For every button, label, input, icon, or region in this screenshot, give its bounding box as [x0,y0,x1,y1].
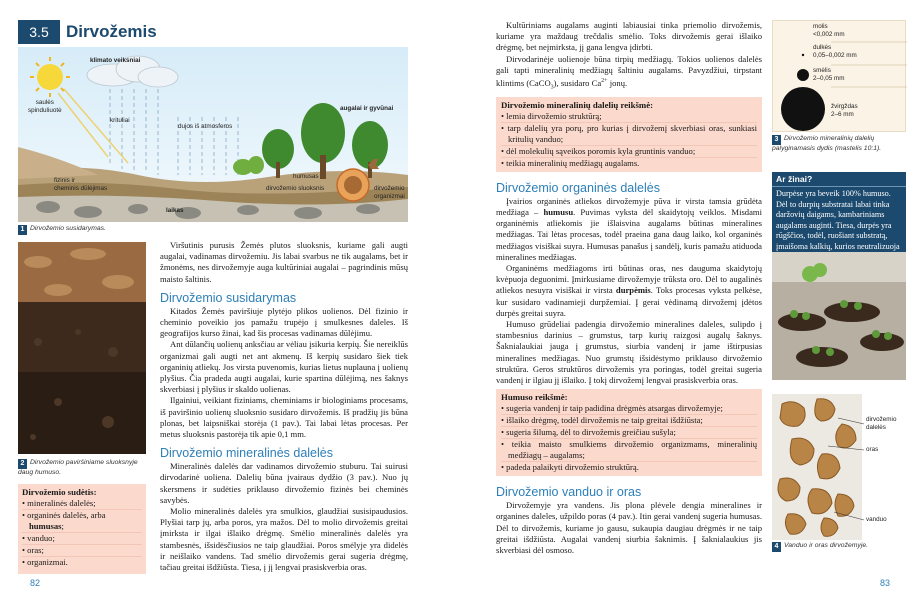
list-item: • teikia mineralinių medžiagų augalams. [501,157,757,169]
sand-particle [797,69,809,81]
particle-row: molis <0,002 mm [813,23,845,38]
diagram-label-plants: augalai ir gyvūnai [340,105,394,112]
figure-4-caption: 4 Vanduo ir oras dirvožemyje. [772,542,906,552]
list-item: • mineralinės dalelės; [22,498,142,509]
label-air: oras [866,446,879,453]
section-header [18,20,408,44]
diagram-label-weathering: fizinis ir cheminis dūlėjimas [54,177,108,192]
gravel-particle [781,87,825,131]
list-item: • vanduo; [22,532,142,544]
label-water: vanduo [866,516,887,523]
paragraph: Molio mineralinės dalelės yra smulkios, glaudžiai susisipaudusios. Plyšiai tarp jų, arba poros, yra mažos. Dėl to molio dirvožemis greitai įmirksta ir ilgai išlaiko drėgmę. Smėlio mineralinės dalelės yra stambesnės, išsidėsčiusios ne taip glaudžiai. Poros smėlyje yra didelės ir neišlaiko vandens. Tad smėlio dirvožemis gerai sugeria drėgmę, tačiau greitai išdžiūsta. Tiesa, į jį lengvai prasiskverbia oras. [160,506,408,573]
figure-2-caption: 2 Dirvožemio paviršiniame sluoksnyje daug humuso. [18,459,138,476]
label-particles: dirvožemio dalelės [866,416,897,431]
list-item: • sugeria šilumą, dėl to dirvožemis greičiau sušyla; [501,426,757,438]
seedlings-photo [772,252,906,380]
composition-title: Dirvožemio sudėtis: [22,487,97,497]
page-number-left: 82 [30,578,41,588]
list-item: • dėl molekulių sąveikos poromis kyla gruntinis vanduo; [501,145,757,157]
list-item: • sugeria vandenį ir taip padidina drėgmės atsargas dirvožemyje; [501,403,757,414]
heading-organic: Dirvožemio organinės dalelės [496,180,660,195]
list-item: • organinės dalelės, arba humusas; [22,509,142,532]
paragraph: Ilgainiui, veikiant fiziniams, cheminiams ir biologiniams procesams, iš paviršinio uolienų sluoksnio susidaro dirvožemis. Iš pradžių jis būna plonas, bet laipsniškai storėja (1 pav.). Tai labai lėtas procesas. Per metus sluoksnis pastorėja tik apie 0,1 mm. [160,395,408,440]
right-column [496,20,762,556]
sun-icon [37,64,63,90]
paragraph: Kultūriniams augalams auginti labiausiai tinka priemolio dirvožemis, kuriame yra maždaug trečdalis smėlio. Toks dirvožemis gerai išlaiko drėgmę, bet neįmirksta, jį gana lengva įdirbti. [496,20,762,53]
section-title: Dirvožemis [66,22,157,41]
heading-formation: Dirvožemio susidarymas [160,290,297,305]
soil-surface-photo [18,242,146,454]
page-number-right: 83 [880,578,891,588]
paragraph: Ant dūlančių uolienų anksčiau ar vėliau įsikuria kerpių. Šie nereiklūs organizmai gali augti net ant akmenų. Iš kerpių susidaro šiek tiek organinių atliekų. Jos virsta puvenomis, kurias lietus nuplauna į uolienų plyšius. Čia pradeda augti augalai, kurie spartina dūlėjimą, nes šaknys skverbiasi į plyšius ir skaldo uolienas. [160,339,408,395]
silt-particle [802,54,804,56]
figure-1-caption: 1 Dirvožemio susidarymas. [18,225,408,235]
list-item: • lemia dirvožemio struktūrą; [501,111,757,122]
diagram-label-sun: saulės spinduliuotė [28,99,62,114]
left-column [160,240,408,573]
diagram-label-rain: krituliai [110,117,130,124]
paragraph: Mineralinės dalelės dar vadinamos dirvožemio stuburu. Tai suirusi dirvodarinė uoliena. Dalelių būna įvairaus dydžio (3 pav.). Nuo jų skersmens ir sudėties priklauso dirvožemio fizinės bei cheminės savybės. [160,461,408,505]
diagram-label-humus: humusas [293,173,319,180]
paragraph: Įvairios organinės atliekos dirvožemyje pūva ir virsta tamsia grūdėta medžiaga – humusu. Puvimas vyksta dėl skaidytojų veiklos. Misdami organinėmis atliekomis jie išlaisvina augalams būtinas mineralines medžiagas. Tai lėtas procesas, todėl praeina gana daug laiko, kol organinės medžiagos visiškai suyra. Humusas panašus į sandėlį, kuris pamažu atiduoda mineralines medžiagas. [496,195,762,262]
list-item: • padeda palaikyti dirvožemio struktūrą. [501,461,757,473]
intro-paragraph: Viršutinis purusis Žemės plutos sluoksnis, kuriame gali augti augalai, vadinamas dirvožemiu. Jis labai svarbus ne tik augalams, bet ir žmonėms, nes dirvožemyje auga kultūriniai augalai – pagrindinis mūsų maisto šaltinis. [160,240,408,284]
particle-size-figure [772,20,906,132]
heading-mineral: Dirvožemio mineralinės dalelės [160,446,333,461]
soil-formation-diagram [18,47,408,222]
figure-number: 1 [18,225,27,235]
particle-row: dulkės 0,05–0,002 mm [813,44,857,59]
diagram-label-organisms: dirvožemio organizmai [374,185,405,200]
list-item: • teikia maisto smulkiems dirvožemio organizmams, mineralinių medžiagų – augalams; [501,438,757,461]
paragraph: Organinėms medžiagoms irti būtinas oras, nes dauguma skaidytojų kvėpuoja deguonimi. Įmirkusiame dirvožemyje trūksta oro. Dėl to augalinės atliekos nesuyra visiškai ir virsta durpėmis. Toks procesas vyksta pelkėse, kur susidaro vadinamieji durpžemiai. Į gerai vėdinamą dirvožemį įdėtos durpės greitai suyra. [496,263,762,318]
paragraph: Dirvodarinėje uolienoje būna tirpių medžiagų. Tokios uolienos dalelės gali tapti mineralinių medžiagų šaltiniu augalams. Pavyzdžiui, tirpstant klintims (CaCO$_3$), susidaro $Ca^{2+}$ jonų. [496,53,762,91]
did-you-know-text: Durpėse yra beveik 100% humuso. Dėl to durpių substratai labai tinka daržovių daigams, kambariniams augalams auginti. Tiesa, durpės yra rūgščios, todėl, ruošiant substratą, įmaišoma kalkių, kurios neutralizuoja [776,189,900,251]
paragraph: Humuso grūdeliai padengia dirvožemio mineralines daleles, sulipdo į stambesnius darinius – grumstus, tarp kurių raizgosi augalų šaknys. Šaknialaukiai jauga į grumstus, siurbia vandenį ir jame ištirpusias mineralines medžiagas. Nuo grumstų išsidėstymo priklauso dirvožemio struktūra. Geros struktūros dirvožemis yra poringas, todėl greitai sugeria vandenį ir ilgiau jį išlaiko. Į tokį dirvožemį lengvai prasiskverbia oras. [496,319,762,386]
particle-row: smėlis 2–0,05 mm [813,67,845,82]
soil-formation-illustration [18,47,408,222]
water-air-figure [772,394,906,540]
list-item: • tarp dalelių yra porų, pro kurias į dirvožemį skverbiasi oras, sunkiasi kritulių vanduo; [501,122,757,145]
paragraph: Kitados Žemės paviršiuje plytėjo plikos uolienos. Dėl fizinio ir cheminio poveikio jos pamažu trupėjo į smulkesnes daleles. Iš geografijos kurso žinai, kad šis procesas vadinamas dūlėjimu. [160,305,408,339]
composition-list [22,498,142,568]
diagram-label-climate: klimato veiksniai [90,57,141,64]
section-number: 3.5 [18,20,60,44]
paragraph: Dirvožemyje yra vandens. Jis plona plėvele dengia mineralines ir organines daleles, užpildo poras (4 pav.). Itin gerai vandenį sugeria humusas. Dėl to dirvožemis, kuriame jo gausu, sukaupia daugiau drėgmės ir ne taip greitai išdžiūsta. Augalai vandenį siurbia šaknimis. Į šaknialaukius jis skverbiasi dėl osmoso. [496,500,762,556]
figure-3-caption: 3 Dirvožemio mineralinių dalelių palyginamasis dydis (mastelis 10:1). [772,135,882,152]
list-item: • išlaiko drėgmę, todėl dirvožemis ne taip greitai išdžiūsta; [501,414,757,426]
list-item: • organizmai. [22,556,142,568]
humus-significance-box: Humuso reikšmė: • sugeria vandenį ir taip padidina drėgmės atsargas dirvožemyje; • išlaiko drėgmę, todėl dirvožemis ne taip greitai išdžiūsta; • sugeria šilumą, dėl to dirvožemis greičiau sušyla; • teikia maisto smulkiems dirvožemio organizmams, mineralinių medžiagų – augalams; • padeda palaikyti dirvožemio struktūrą. [496,389,762,476]
particle-row: žvirgždas 2–6 mm [831,103,858,118]
heading-water-air: Dirvožemio vanduo ir oras [496,485,642,500]
list-item: • oras; [22,544,142,556]
mineral-significance-box: Dirvožemio mineralinių dalelių reikšmė: • lemia dirvožemio struktūrą; • tarp dalelių yra porų, pro kurias į dirvožemį skverbiasi oras, sunkiasi kritulių vanduo; • dėl molekulių sąveikos poromis kyla gruntinis vanduo; • teikia mineralinių medžiagų augalams. [496,97,762,172]
composition-box [18,484,146,574]
diagram-label-time: laikas [166,207,184,214]
did-you-know-title: Ar žinai? [772,172,906,187]
diagram-label-gases: dujos iš atmosferos [178,123,233,130]
diagram-label-layers: dirvožemio sluoksnis [266,185,325,192]
